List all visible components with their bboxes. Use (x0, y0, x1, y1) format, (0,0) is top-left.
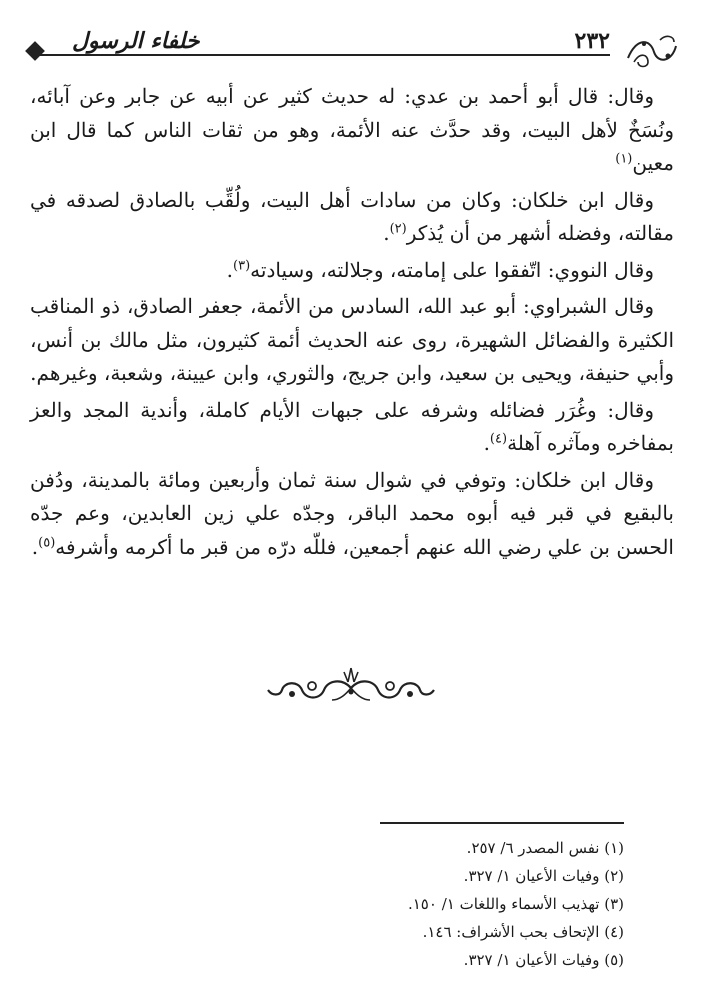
page-number: ٢٣٢ (567, 28, 618, 54)
footnotes (30, 834, 624, 974)
paragraph: وقال: وغُرَر فضائله وشرفه على جبهات الأيام كاملة، وأندية المجد والعز بمفاخره ومآثره آهلة$^{(٤)}$. (30, 397, 674, 455)
page-header (28, 28, 680, 74)
section-divider-ornament-icon (262, 664, 440, 712)
footnote: (٤) الإتحاف بحب الأشراف: ١٤٦. (422, 923, 624, 941)
main-text (30, 80, 674, 567)
running-title: خلفاء الرسول (64, 28, 207, 54)
header-rule (40, 54, 610, 56)
paragraph: وقال النووي: اتّفقوا على إمامته، وجلالته، وسيادته$^{(٣)}$. (226, 257, 654, 282)
footnote-marker: (٤) (489, 431, 508, 447)
corner-ornament-icon (624, 32, 680, 72)
footnote-marker: (٥) (38, 534, 56, 550)
footnote: (١) نفس المصدر ٦/ ٢٥٧. (466, 839, 624, 857)
footnote-marker: (٣) (233, 257, 251, 273)
footnote: (٣) تهذيب الأسماء واللغات ١/ ١٥٠. (407, 895, 624, 913)
footnote-marker: (٢) (389, 221, 407, 237)
paragraph: وقال: قال أبو أحمد بن عدي: له حديث كثير عن أبيه عن جابر وعن آبائه، ونُسَخٌ لأهل البيت، وقد حدَّث عنه الأئمة، وهو من ثقات الناس كما قال ابن معين$^{(١)}$ (30, 84, 674, 175)
footnote-marker: (١) (615, 151, 633, 167)
paragraph: وقال الشبراوي: أبو عبد الله، السادس من الأئمة، جعفر الصادق، ذو المناقب الكثيرة والفضائل الشهيرة، روى عنه الحديث أئمة كثيرون، مثل مالك بن أنس، وأبي حنيفة، ويحيى بن سعيد، وابن جريج، والثوري، وابن عيينة، وشعبة، وغيرهم. (30, 294, 674, 385)
footnote-rule (380, 822, 624, 824)
paragraph: وقال ابن خلكان: وكان من سادات أهل البيت، ولُقِّب بالصادق لصدقه في مقالته، وفضله أشهر من أن يُذكر$^{(٢)}$. (30, 187, 674, 245)
diamond-icon (25, 41, 45, 61)
footnote: (٥) وفيات الأعيان ١/ ٣٢٧. (463, 951, 624, 969)
paragraph: وقال ابن خلكان: وتوفي في شوال سنة ثمان وأربعين ومائة بالمدينة، ودُفن بالبقيع في قبر فيه أبوه محمد الباقر، وجدّه علي زين العابدين، وعم جدّه الحسن بن علي رضي الله عنهم أجمعين، فللّه درّه من قبر ما أكرمه وأشرفه$^{(٥)}$. (30, 467, 674, 559)
footnote: (٢) وفيات الأعيان ١/ ٣٢٧. (463, 867, 624, 885)
